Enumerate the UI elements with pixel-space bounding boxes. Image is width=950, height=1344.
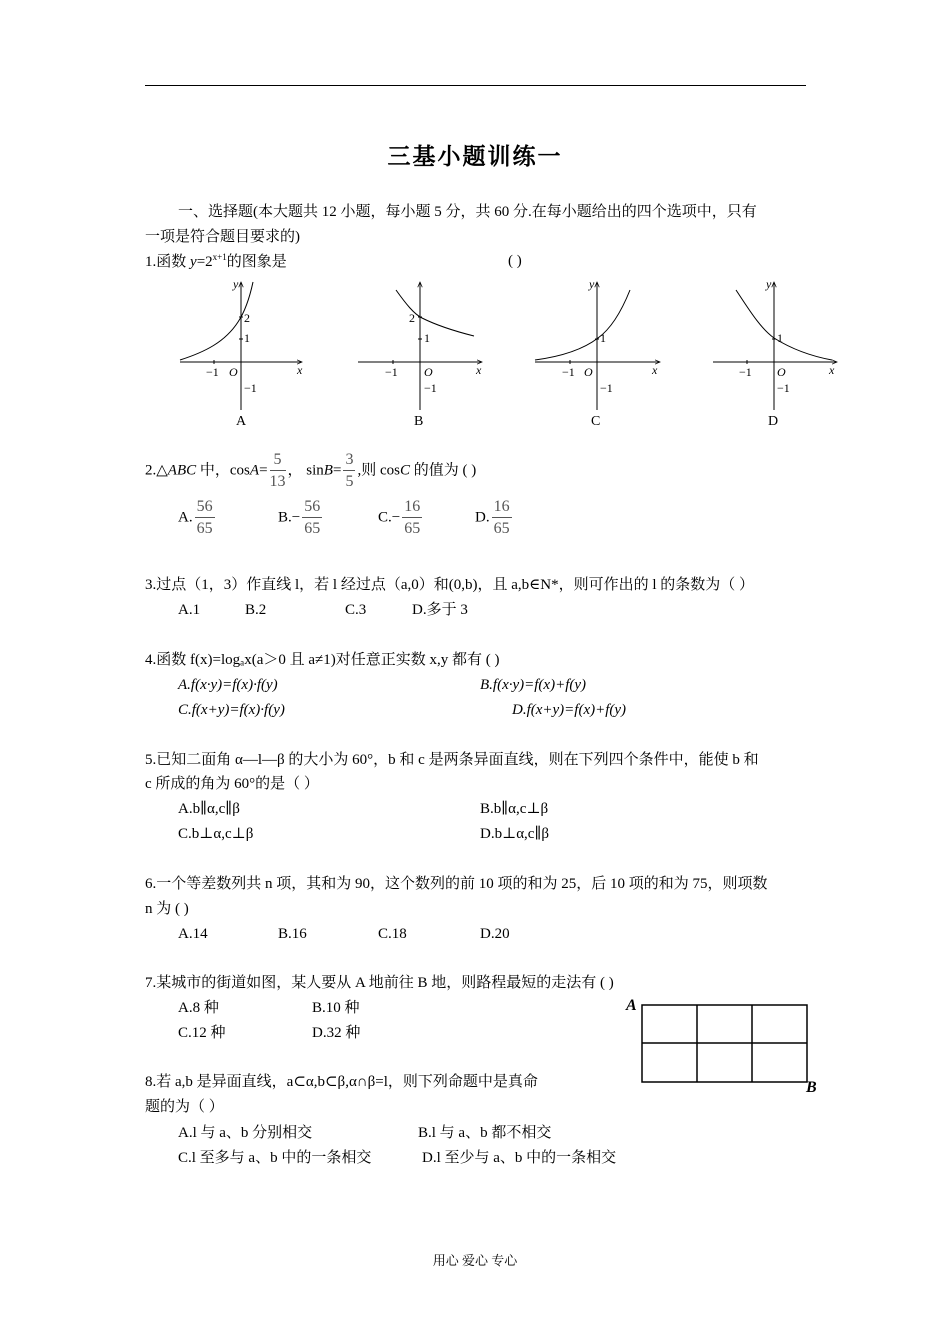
- graph-a-x-label: x: [297, 363, 303, 377]
- q7-option-b: B.10 种: [312, 1000, 360, 1016]
- q7-option-d: D.32 种: [312, 1025, 361, 1041]
- q8-stem-line1: 8.若 a,b 是异面直线，a⊂α,b⊂β,α∩β=l，则下列命题中是真命: [145, 1074, 538, 1090]
- graph-d-x-label: x: [829, 363, 835, 377]
- q6-option-a: A.14: [178, 926, 208, 942]
- q2-option-a: A. $\frac{56}{65}$: [178, 498, 213, 537]
- graph-c-tick: 1: [600, 331, 606, 345]
- section-heading-line1: 一、选择题(本大题共 12 小题，每小题 5 分，共 60 分.在每小题给出的四个选项中，只有: [178, 204, 757, 220]
- graph-d-tick: 1: [777, 331, 783, 345]
- q5-stem-line2: c 所成的角为 60°的是（ ）: [145, 776, 319, 792]
- q4-option-d: D.f(x+y)=f(x)+f(y): [512, 702, 627, 718]
- page-footer: 用心 爱心 专心: [432, 1253, 518, 1268]
- q4-option-a: A.f(x·y)=f(x)·f(y): [178, 677, 278, 693]
- q6-option-b: B.16: [278, 926, 307, 942]
- graph-d-y-label: y: [766, 277, 772, 291]
- q1-answer-paren: ( ): [508, 253, 522, 269]
- q8-option-d: D.l 至少与 a、b 中的一条相交: [422, 1150, 617, 1166]
- q2-stem: 2.△ABC 中，cosA= $\frac{5}{13}$ ， sinB= $\frac{3}{5}$ ,则 cosC 的值为 ( ): [145, 451, 477, 490]
- q6-stem-line2: n 为 ( ): [145, 901, 189, 917]
- q5-option-c: C.b⊥α,c⊥β: [178, 826, 254, 842]
- graph-c-tick: −1: [600, 381, 613, 395]
- q3-stem: 3.过点（1，3）作直线 l，若 l 经过点（a,0）和(0,b)，且 a,b∈N*，则可作出的 l 的条数为（ ）: [145, 577, 754, 593]
- q4-option-c: C.f(x+y)=f(x)·f(y): [178, 702, 285, 718]
- q3-option-c: C.3: [345, 602, 367, 618]
- q4-stem: 4.函数 f(x)=logₐx(a＞0 且 a≠1)对任意正实数 x,y 都有 ( ): [145, 652, 500, 668]
- graph-c-origin: O: [584, 365, 593, 379]
- graph-b-tick: −1: [424, 381, 437, 395]
- grid-point-a: A: [626, 997, 637, 1014]
- graph-b-x-label: x: [476, 363, 482, 377]
- graph-a-tick: −1: [206, 365, 219, 379]
- q2-option-c: C.− $\frac{16}{65}$: [378, 498, 421, 537]
- graph-b-tick: 2: [409, 311, 415, 325]
- section-heading-line2: 一项是符合题目要求的): [145, 229, 300, 245]
- q6-option-c: C.18: [378, 926, 407, 942]
- q8-option-a: A.l 与 a、b 分别相交: [178, 1125, 313, 1141]
- page-title: 三基小题训练一: [387, 144, 563, 170]
- q6-stem-line1: 6.一个等差数列共 n 项，其和为 90，这个数列的前 10 项的和为 25，后 10 项的和为 75，则项数: [145, 876, 768, 892]
- graph-c-x-label: x: [652, 363, 658, 377]
- graph-b-tick: −1: [385, 365, 398, 379]
- graph-a-label: A: [236, 414, 247, 429]
- graph-c-label: C: [591, 414, 601, 429]
- graph-b-tick: 1: [424, 331, 430, 345]
- q1-stem: 1.函数 $y=2^{x+1}$的图象是: [145, 252, 287, 270]
- q3-option-b: B.2: [245, 602, 267, 618]
- graph-b-origin: O: [424, 365, 433, 379]
- graph-a-tick: −1: [244, 381, 257, 395]
- graph-d-tick: −1: [739, 365, 752, 379]
- q5-option-d: D.b⊥α,c∥β: [480, 826, 550, 842]
- q7-stem: 7.某城市的街道如图，某人要从 A 地前往 B 地，则路程最短的走法有 ( ): [145, 975, 614, 991]
- graph-c-tick: −1: [562, 365, 575, 379]
- q5-option-b: B.b∥α,c⊥β: [480, 801, 549, 817]
- graph-b: [358, 282, 482, 429]
- graph-b-label: B: [414, 414, 424, 429]
- q1-graphs: [170, 272, 850, 432]
- graph-d-tick: −1: [777, 381, 790, 395]
- graph-a-origin: O: [229, 365, 238, 379]
- q7-option-c: C.12 种: [178, 1025, 226, 1041]
- q3-option-d: D.多于 3: [412, 602, 468, 618]
- graph-d-origin: O: [777, 365, 786, 379]
- graph-a-y-label: y: [233, 277, 239, 291]
- graph-d-label: D: [768, 414, 779, 429]
- q5-option-a: A.b∥α,c∥β: [178, 801, 240, 817]
- grid-point-b: B: [806, 1079, 817, 1096]
- q8-option-c: C.l 至多与 a、b 中的一条相交: [178, 1150, 372, 1166]
- graph-a-tick: 1: [244, 331, 250, 345]
- graph-a-tick: 2: [244, 311, 250, 325]
- graph-c: [535, 277, 660, 429]
- q5-stem-line1: 5.已知二面角 α—l—β 的大小为 60°，b 和 c 是两条异面直线，则在下列四个条件中，能使 b 和: [145, 752, 759, 768]
- q8-stem-line2: 题的为（ ）: [145, 1099, 224, 1115]
- graph-a: [180, 277, 303, 429]
- graph-c-y-label: y: [589, 277, 595, 291]
- q7-option-a: A.8 种: [178, 1000, 219, 1016]
- q8-option-b: B.l 与 a、b 都不相交: [418, 1125, 552, 1141]
- q3-option-a: A.1: [178, 602, 201, 618]
- q6-option-d: D.20: [480, 926, 510, 942]
- q2-option-b: B.− $\frac{56}{65}$: [278, 498, 321, 537]
- q2-option-d: D. $\frac{16}{65}$: [475, 498, 510, 537]
- header-rule: [145, 85, 806, 86]
- q4-option-b: B.f(x·y)=f(x)+f(y): [480, 677, 587, 693]
- street-grid-figure: [622, 992, 822, 1097]
- graph-d: [713, 277, 837, 429]
